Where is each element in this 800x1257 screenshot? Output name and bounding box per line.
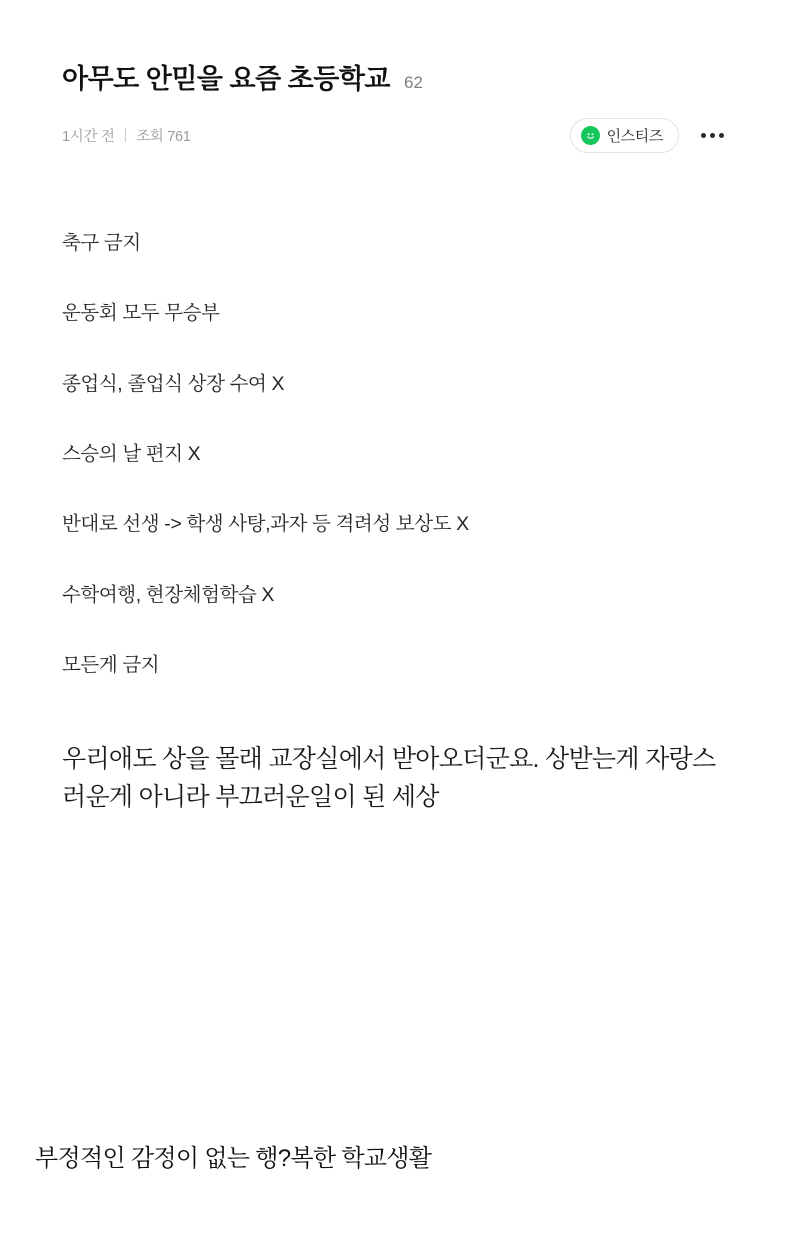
post-views: 조회 761 bbox=[136, 128, 191, 145]
body-line: 반대로 선생 -> 학생 사탕,과자 등 격려성 보상도 X bbox=[62, 513, 469, 536]
source-chip[interactable] bbox=[570, 118, 679, 153]
smiley-face-icon bbox=[581, 126, 600, 145]
body-line: 축구 금지 bbox=[62, 232, 141, 255]
body-line: 스승의 날 편지 X bbox=[62, 443, 201, 466]
post-time: 1시간 전 bbox=[62, 128, 115, 145]
source-chip-label: 인스티즈 bbox=[606, 127, 663, 145]
title-row bbox=[62, 62, 738, 97]
image-caption: 부정적인 감정이 없는 행?복한 학교생활 bbox=[35, 1145, 432, 1172]
body-line: 모든게 금지 bbox=[62, 653, 160, 676]
page-title: 아무도 안믿을 요즘 초등학교 bbox=[62, 64, 390, 94]
meta-separator: | bbox=[123, 127, 128, 144]
body-line: 운동회 모두 무승부 bbox=[62, 302, 220, 325]
post-meta bbox=[62, 125, 191, 146]
more-horizontal-icon[interactable] bbox=[701, 133, 724, 138]
emphasis-paragraph: 우리애도 상을 몰래 교장실에서 받아오더군요. 상받는게 자랑스러운게 아니라 부끄러운일이 된 세상 bbox=[62, 745, 716, 812]
comment-count[interactable]: 62 bbox=[404, 73, 423, 92]
meta-actions bbox=[570, 118, 738, 153]
post-body bbox=[0, 230, 800, 816]
post-header bbox=[0, 0, 800, 152]
body-line: 종업식, 졸업식 상장 수여 X bbox=[62, 372, 285, 395]
meta-row bbox=[62, 118, 738, 152]
body-line: 수학여행, 현장체험학습 X bbox=[62, 583, 275, 606]
